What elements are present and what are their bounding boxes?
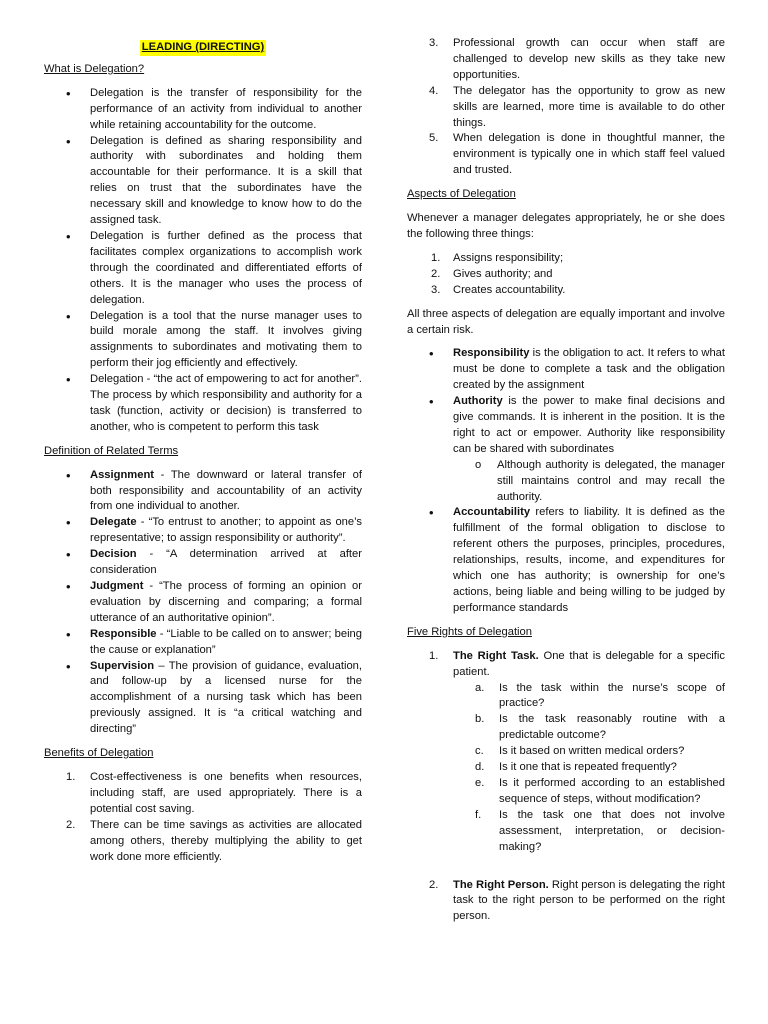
list-text: Cost-effectiveness is one benefits when resources, including staff, are used appropriately. There is a potential cost saving. [90, 770, 362, 815]
list-text: When delegation is done in thoughtful manner, the environment is typically one in which staff feel valued and trusted. [453, 132, 725, 177]
term-label: Authority [453, 395, 503, 408]
term-label: Accountability [453, 506, 531, 519]
term-definition: - “The process of forming an opinion or evaluation by discerning and comparing; a formal utterance of an authoritative opinion”. [90, 580, 362, 624]
list-text: Gives authority; and [453, 267, 553, 280]
list-item: • Delegation is a tool that the nurse manager uses to build morale among the staff. It involves giving assignments to subordinates and motivating them to perform their jog efficiently and effectively. [44, 309, 362, 373]
what-is-delegation-list [44, 86, 362, 436]
list-item [407, 649, 725, 878]
list-number: 5. [429, 132, 439, 145]
related-terms-list [44, 468, 362, 738]
section-heading-aspects: Aspects of Delegation [407, 188, 516, 201]
aspects-definitions-list [407, 346, 725, 616]
list-text: Creates accountability. [453, 283, 566, 296]
list-item: o Although authority is delegated, the manager still maintains control and may recall the authority. [407, 458, 725, 506]
term-definition: - “A determination arrived at after consideration [90, 548, 362, 577]
term-label: Delegate [90, 516, 137, 529]
term-definition: is the power to make final decisions and give commands. It is inherent in the position. It is the right to act or empower. Authority like responsibility can be shared with subordinates [453, 395, 725, 455]
list-number: 2. [66, 818, 76, 831]
term-label: Responsible [90, 627, 157, 640]
list-text: The delegator has the opportunity to grow as new skills are learned, more time is available to do other things. [453, 84, 725, 129]
aspects-steps-list [385, 251, 725, 299]
term-definition: – The provision of guidance, evaluation, and follow-up by a licensed nurse for the accomplishment of a nursing task which has been previously assigned. It is “a critical watching and directing” [90, 659, 362, 736]
term-definition: is the obligation to act. It refers to what must be done to complete a task and the obligation created by the assignment [453, 347, 725, 392]
list-text: Is the task one that does not involve assessment, interpretation, or decision-making? [499, 808, 725, 853]
right-column [407, 36, 725, 933]
term-label: The Right Person. [453, 878, 549, 891]
list-item [44, 818, 362, 866]
list-item [44, 770, 362, 818]
list-item: • Delegation is defined as sharing responsibility and authority with subordinates and holding them accountable for their performance. It is a skill that relies on trust that the subordinates have the necessary skill and knowledge to know how to do the assigned task. [44, 134, 362, 229]
term-label: Assignment [90, 468, 155, 481]
list-item: • Delegation - “the act of empowering to act for another”. The process by which responsibility and authority for a task (function, activity or decision) is transferred to another, who is competent to perform this task [44, 372, 362, 436]
list-number: 1. [66, 770, 76, 783]
term-label: Judgment [90, 580, 144, 592]
right-task-questions [453, 681, 725, 856]
title-wrap [44, 40, 362, 56]
list-item [44, 468, 362, 516]
list-item [44, 659, 362, 739]
term-label: Supervision [90, 659, 155, 672]
list-item [453, 712, 725, 744]
list-text: Is it based on written medical orders? [499, 745, 685, 758]
list-item: • Delegation is the transfer of responsibility for the performance of an activity from individual to another while retaining accountability for the outcome. [44, 86, 362, 134]
list-item: • Delegation is further defined as the process that facilitates complex organizations to accomplish work through the coordinated and differentiated efforts of others. It is the manager who uses the process of delegation. [44, 229, 362, 309]
authority-sub-list [453, 458, 725, 506]
list-text: Professional growth can occur when staff are challenged to develop new skills as they take new opportunities. [453, 37, 725, 81]
list-item [407, 346, 725, 394]
list-item [44, 579, 362, 627]
list-text: Is the task within the nurse’s scope of practice? [499, 681, 725, 710]
left-column [44, 36, 362, 873]
term-definition: - “Liable to be called on to answer; being the cause or explanation” [90, 627, 362, 656]
list-number: 2. [429, 878, 439, 891]
list-letter: f. [475, 808, 482, 821]
list-item [44, 547, 362, 579]
list-item [407, 505, 725, 616]
term-definition: One that is delegable for a specific patient. [453, 649, 725, 678]
list-letter: d. [475, 761, 485, 774]
list-item [385, 267, 725, 283]
term-definition: - The downward or lateral transfer of both responsibility and accountability of an activity from one individual to another. [90, 468, 362, 513]
list-number: 3. [429, 37, 439, 49]
list-number: 1. [429, 649, 439, 662]
list-text: Is the task reasonably routine with a predictable outcome? [499, 713, 725, 742]
list-letter: c. [475, 745, 484, 758]
section-heading-five-rights: Five Rights of Delegation [407, 625, 532, 638]
list-item [407, 84, 725, 132]
list-item [385, 283, 725, 299]
aspects-intro: Whenever a manager delegates appropriately, he or she does the following three things: [407, 212, 725, 240]
list-letter: a. [475, 681, 485, 694]
list-item [407, 131, 725, 179]
list-item [453, 681, 725, 713]
term-label: Decision [90, 548, 137, 561]
page-title: LEADING (DIRECTING) [140, 40, 266, 56]
list-letter: e. [475, 776, 485, 789]
list-text: Is it performed according to an established sequence of steps, without modification? [499, 776, 725, 805]
section-heading-benefits: Benefits of Delegation [44, 747, 154, 760]
term-definition: refers to liability. It is defined as the fulfillment of the formal obligation to disclose to referent others the purposes, principles, procedures, relationships, results, income, and expenditures for which one has authority; is ownership for one’s actions, being liable and being willing to be judged by performance standards [453, 506, 725, 614]
term-label: Responsibility [453, 347, 530, 360]
term-definition: Right person is delegating the right task to the right person to be performed on the right person. [453, 878, 725, 923]
list-text: There can be time savings as activities are allocated among others, thereby multiplying the ability to get work done more efficiently. [90, 818, 362, 863]
list-item [407, 394, 725, 505]
term-definition: - “To entrust to another; to appoint as one’s representative; to assign responsibility or authority”. [90, 516, 362, 545]
list-text: Assigns responsibility; [453, 251, 564, 264]
five-rights-list [407, 649, 725, 926]
list-item [453, 760, 725, 776]
list-item [453, 808, 725, 856]
list-text: Is it one that is repeated frequently? [499, 761, 677, 774]
list-item [44, 627, 362, 659]
aspects-summary: All three aspects of delegation are equally important and involve a certain risk. [407, 307, 725, 336]
benefits-list-continued [407, 36, 725, 179]
list-letter: b. [475, 713, 485, 726]
list-item [453, 744, 725, 760]
list-item [407, 36, 725, 84]
section-heading-what-is-delegation: What is Delegation? [44, 62, 145, 75]
spacer [453, 864, 725, 878]
list-item [407, 878, 725, 926]
term-label: The Right Task. [453, 649, 539, 662]
section-heading-related-terms: Definition of Related Terms [44, 444, 179, 457]
list-item [385, 251, 725, 267]
list-number: 3. [431, 283, 441, 296]
list-number: 4. [429, 84, 439, 97]
benefits-list [44, 770, 362, 865]
list-item [44, 515, 362, 547]
list-number: 2. [431, 267, 441, 280]
list-item [453, 776, 725, 808]
list-number: 1. [431, 251, 441, 264]
